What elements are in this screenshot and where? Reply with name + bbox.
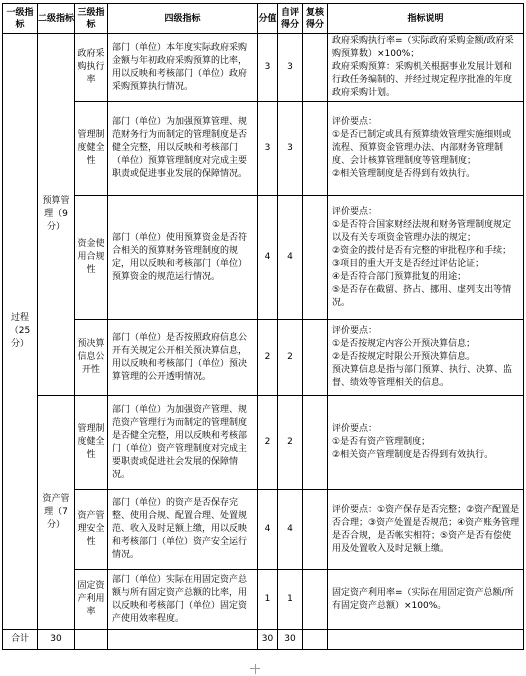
self-score-cell: 3 xyxy=(278,102,303,196)
header-description: 指标说明 xyxy=(328,4,524,34)
description-line: ⑤是否存在截留、挤占、挪用、虚列支出等情况。 xyxy=(332,284,512,308)
description-line: ④是否符合部门预算批复的用途； xyxy=(332,271,467,282)
level4-cell: 部门（单位）为加强预算管理、规范财务行为而制定的管理制度是否健全完整，用以反映和考核部门（单位）预算管理制度对完成主要职责或促进事业发展的保障情况。 xyxy=(108,102,258,196)
level3-cell: 资金使用合规性 xyxy=(75,196,108,320)
indicator-table xyxy=(2,3,524,650)
review-score-cell xyxy=(303,34,328,102)
score-cell: 2 xyxy=(258,320,278,396)
description-line: 评价要点：①资产保存是否完整；②资产配置是否合理；③资产处置是否规范；④资产账务管理是否合规，是否帐实相符；⑤资产是否有偿使用及处置收入及时足额上缴。 xyxy=(332,504,520,554)
cursor-crosshair-v xyxy=(255,664,256,674)
total-empty-cell xyxy=(108,630,258,650)
table-row xyxy=(3,34,524,102)
table-row xyxy=(3,490,524,570)
table-row xyxy=(3,570,524,630)
level4-cell: 部门（单位）是否按照政府信息公开有关规定公开相关预决算信息，用以反映和考核部门（单位）预决算管理的公开透明情况。 xyxy=(108,320,258,396)
score-cell: 4 xyxy=(258,196,278,320)
description-cell xyxy=(328,490,524,570)
level4-cell: 部门（单位）实际在用固定资产总额与所有固定资产总额的比率，用以反映和考核部门（单位）固定资产使用效率程度。 xyxy=(108,570,258,630)
score-cell: 2 xyxy=(258,396,278,490)
review-score-cell xyxy=(303,196,328,320)
description-line: ①是否按规定内容公开预决算信息； xyxy=(332,339,476,349)
table-row xyxy=(3,102,524,196)
description-line: ②相关管理制度是否得到有效执行。 xyxy=(332,169,476,179)
header-self-score: 自评得分 xyxy=(278,4,303,34)
description-cell xyxy=(328,396,524,490)
level1-cell: 过程（25分） xyxy=(3,34,38,630)
level3-cell: 预决算信息公开性 xyxy=(75,320,108,396)
review-score-cell xyxy=(303,570,328,630)
self-score-cell: 3 xyxy=(278,34,303,102)
self-score-cell: 1 xyxy=(278,570,303,630)
description-line: ②相关资产管理制度是否得到有效执行。 xyxy=(332,450,494,460)
review-score-cell xyxy=(303,490,328,570)
description-cell xyxy=(328,102,524,196)
level2-cell-assets: 资产管理（7分） xyxy=(38,396,75,630)
level3-cell: 固定资产利用率 xyxy=(75,570,108,630)
total-label: 合计 xyxy=(3,630,38,650)
total-empty-cell xyxy=(75,630,108,650)
score-cell: 3 xyxy=(258,34,278,102)
description-line: 评价要点： xyxy=(332,424,378,434)
level3-cell: 资产管理安全性 xyxy=(75,490,108,570)
total-score-sum: 30 xyxy=(258,630,278,650)
table-row xyxy=(3,196,524,320)
total-score: 30 xyxy=(38,630,75,650)
level4-cell: 部门（单位）本年度实际政府采购金额与年初政府采购预算的比率，用以反映和考核部门（单位）政府采购预算执行情况。 xyxy=(108,34,258,102)
table-row xyxy=(3,396,524,490)
description-cell xyxy=(328,320,524,396)
header-level1: 一级指标 xyxy=(3,4,38,34)
level2-cell-budget: 预算管理（9分） xyxy=(38,34,75,396)
self-score-cell: 2 xyxy=(278,320,303,396)
description-line: 评价要点： xyxy=(332,117,378,127)
total-review-score xyxy=(303,630,328,650)
self-score-cell: 2 xyxy=(278,396,303,490)
description-line: 评价要点： xyxy=(332,326,378,336)
review-score-cell xyxy=(303,396,328,490)
description-line: ①是否有资产管理制度； xyxy=(332,437,431,447)
description-cell xyxy=(328,196,524,320)
level3-cell: 管理制度健全性 xyxy=(75,102,108,196)
header-level4: 四级指标 xyxy=(108,4,258,34)
total-row xyxy=(3,630,524,650)
table-header-row xyxy=(3,4,524,34)
description-line: 预决算信息是指与部门预算、执行、决算、监督、绩效等管理相关的信息。 xyxy=(332,365,513,388)
description-line: ①是否已制定或具有预算绩效管理实施细则或流程、预算资金管理办法、内部财务管理制度、会计核算管理制度等管理制度； xyxy=(332,130,512,166)
header-review-score: 复核得分 xyxy=(303,4,328,34)
description-line: ①是否符合国家财经法规和财务管理制度规定以及有关专项资金管理办法的规定； xyxy=(332,219,512,243)
review-score-cell xyxy=(303,102,328,196)
level4-cell: 部门（单位）使用预算资金是否符合相关的预算财务管理制度的规定，用以反映和考核部门（单位）预算资金的规范运行情况。 xyxy=(108,196,258,320)
self-score-cell: 4 xyxy=(278,196,303,320)
description-line: 评价要点： xyxy=(332,206,378,217)
level3-cell: 政府采购执行率 xyxy=(75,34,108,102)
total-self-score: 30 xyxy=(278,630,303,650)
table-row xyxy=(3,320,524,396)
review-score-cell xyxy=(303,320,328,396)
score-cell: 4 xyxy=(258,490,278,570)
header-score: 分值 xyxy=(258,4,278,34)
description-line: ②是否按规定时限公开预决算信息。 xyxy=(332,352,476,362)
level4-cell: 部门（单位）为加强资产管理、规范资产管理行为而制定的管理制度是否健全完整，用以反映和考核部门（单位）资产管理制度对完成主要职责或促进社会发展的保障情况。 xyxy=(108,396,258,490)
description-line: 政府采购预算：采购机关根据事业发展计划和行政任务编制的、并经过规定程序批准的年度政府采购计划。 xyxy=(332,62,513,98)
header-level3: 三级指标 xyxy=(75,4,108,34)
level4-cell: 部门（单位）的资产是否保存完整、使用合规、配置合理、处置规范、收入及时足额上缴，用以反映和考核部门（单位）资产安全运行情况。 xyxy=(108,490,258,570)
score-cell: 1 xyxy=(258,570,278,630)
total-empty-cell xyxy=(328,630,524,650)
score-cell: 3 xyxy=(258,102,278,196)
description-cell xyxy=(328,34,524,102)
level3-cell: 管理制度健全性 xyxy=(75,396,108,490)
header-level2: 二级指标 xyxy=(38,4,75,34)
description-line: 政府采购执行率=（实际政府采购金额/政府采购预算数）×100%； xyxy=(332,36,514,59)
description-cell xyxy=(328,570,524,630)
description-line: ③项目的重大开支是否经过评估论证； xyxy=(332,258,485,269)
self-score-cell: 4 xyxy=(278,490,303,570)
description-line: 固定资产利用率=（实际在用固定资产总额/所有固定资产总额）×100%。 xyxy=(332,587,514,611)
description-line: ②资金的拨付是否有完整的审批程序和手续； xyxy=(332,245,512,256)
